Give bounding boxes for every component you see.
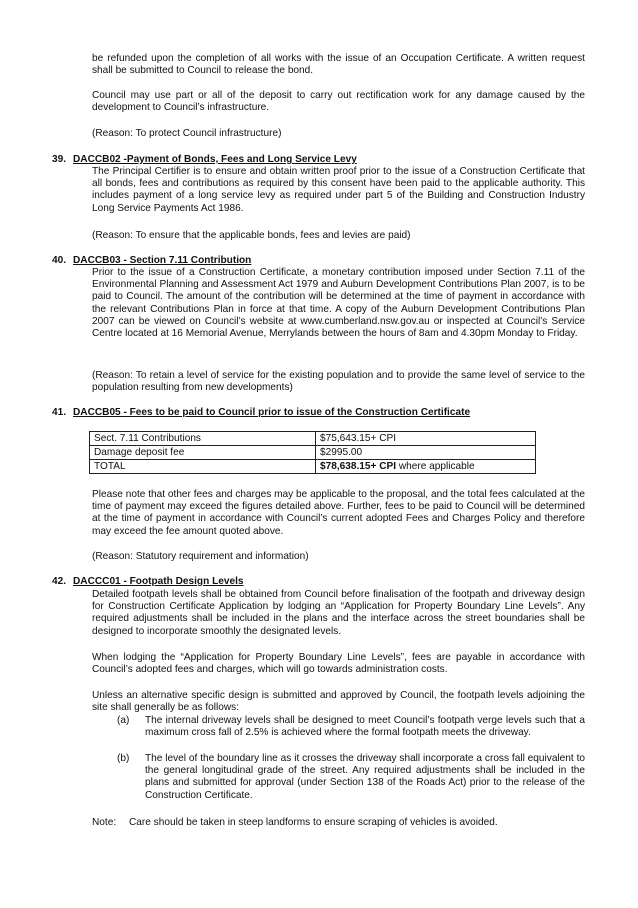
intro-paragraph-1: be refunded upon the completion of all works with the issue of an Occupation Certificate. A written request shall be submitted to Council to release the bond. — [92, 53, 585, 77]
condition-title: DACCB03 - Section 7.11 Contribution — [73, 255, 252, 266]
condition-number: 42. — [52, 576, 67, 587]
condition-42-paragraph-2: When lodging the “Application for Property Boundary Line Levels”, fees are payable in accordance with Council’s adopted fees and charges, which will go towards administration costs. — [92, 652, 585, 676]
intro-paragraph-2: Council may use part or all of the deposit to carry out rectification work for any damage caused by the development to Council’s infrastructure. — [92, 90, 585, 114]
table-row — [90, 460, 536, 474]
condition-number: 41. — [52, 407, 67, 418]
condition-42-paragraph-3: Unless an alternative specific design is submitted and approved by Council, the footpath levels adjoining the site shall generally be as follows: — [92, 690, 585, 714]
list-item-text: The internal driveway levels shall be designed to meet Council’s footpath verge levels such that a maximum cross fall of 2.5% is achieved where the formal footpath meets the driveway. — [145, 715, 585, 739]
condition-number: 40. — [52, 255, 67, 266]
condition-40-body: Prior to the issue of a Construction Certificate, a monetary contribution imposed under Section 7.11 of the Environmental Planning and Assessment Act 1979 and Auburn Development Contributions Plan 2007, is to be paid to Council. The amount of the contribution will be determined at the time of payment in accordance with the relevant Contributions Plan in force at that time. A copy of the Auburn Development Contributions Plan 2007 can be viewed on Council’s website at www.cumberland.nsw.gov.au or inspected at Council’s Service Centre located at 16 Memorial Avenue, Merrylands between the hours of 8am and 4.30pm Monday to Friday. — [92, 267, 585, 340]
condition-title: DACCC01 - Footpath Design Levels — [73, 576, 244, 587]
fee-label: TOTAL — [90, 460, 316, 474]
condition-40-reason: (Reason: To retain a level of service for the existing population and to provide the same level of service to the population resulting from new developments) — [92, 370, 585, 394]
condition-41-body: Please note that other fees and charges may be applicable to the proposal, and the total fees calculated at the time of payment may exceed the figures detailed above. Further, fees to be paid to Council will be determined at the time of payment in accordance with Council’s current adopted Fees and Charges Policy and therefore may exceed the fee amount quoted above. — [92, 489, 585, 537]
fee-label: Sect. 7.11 Contributions — [90, 432, 316, 446]
condition-39-reason: (Reason: To ensure that the applicable bonds, fees and levies are paid) — [92, 230, 411, 241]
list-item-text: The level of the boundary line as it crosses the driveway shall incorporate a cross fall equivalent to the general longitudinal grade of the street. Any required adjustments shall be included in the plans and submitted for approval (under Section 138 of the Roads Act) prior to the release of the Construction Certificate. — [145, 753, 585, 801]
condition-42-paragraph-1: Detailed footpath levels shall be obtained from Council before finalisation of the footpath and driveway design for Construction Certificate Application by lodging an “Application for Property Boundary Line Levels”. Any required adjustments shall be included in the plans and the interface across the street boundaries shall be designed to incorporate smoothly the designated levels. — [92, 589, 585, 637]
note-label: Note: — [92, 817, 117, 828]
condition-39-heading — [52, 154, 357, 166]
condition-42-heading — [52, 576, 244, 588]
intro-reason: (Reason: To protect Council infrastructure) — [92, 128, 282, 139]
fee-value: $2995.00 — [316, 446, 536, 460]
note — [92, 817, 585, 829]
condition-title: DACCB02 -Payment of Bonds, Fees and Long Service Levy — [73, 154, 357, 165]
condition-number: 39. — [52, 154, 67, 165]
list-item-label: (b) — [117, 753, 130, 764]
fee-label: Damage deposit fee — [90, 446, 316, 460]
note-text: Care should be taken in steep landforms to ensure scraping of vehicles is avoided. — [129, 817, 498, 828]
fee-value: $75,643.15+ CPI — [316, 432, 536, 446]
fees-table — [89, 431, 536, 474]
condition-41-heading — [52, 407, 470, 419]
fee-value — [316, 460, 536, 474]
list-item-label: (a) — [117, 715, 130, 726]
condition-41-reason: (Reason: Statutory requirement and information) — [92, 551, 309, 562]
condition-39-body: The Principal Certifier is to ensure and obtain written proof prior to the issue of a Construction Certificate that all bonds, fees and contributions as required by this consent have been paid to the applicable authority. This includes payment of a long service levy as required under part 5 of the Building and Construction Industry Long Service Payments Act 1986. — [92, 166, 585, 214]
table-row — [90, 432, 536, 446]
fee-total-amount: $78,638.15+ CPI — [320, 461, 397, 472]
condition-40-heading — [52, 255, 251, 267]
table-row — [90, 446, 536, 460]
fee-total-suffix: where applicable — [396, 461, 475, 472]
condition-title: DACCB05 - Fees to be paid to Council prior to issue of the Construction Certificate — [73, 407, 471, 418]
